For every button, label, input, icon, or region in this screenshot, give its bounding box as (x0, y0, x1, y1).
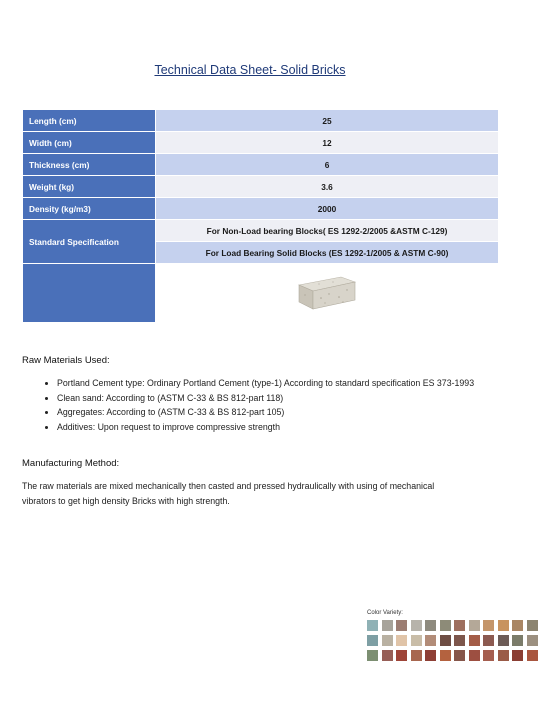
standard-label: Standard Specification (23, 220, 156, 264)
table-row (23, 132, 499, 154)
color-swatch (396, 635, 407, 646)
color-swatch (367, 650, 378, 661)
spec-table (22, 109, 499, 323)
color-swatch (396, 620, 407, 631)
row-value: 3.6 (156, 176, 499, 198)
color-swatch (411, 620, 422, 631)
row-label: Length (cm) (23, 110, 156, 132)
raw-materials-heading: Raw Materials Used: (22, 355, 110, 366)
color-swatch (440, 635, 451, 646)
row-value: 12 (156, 132, 499, 154)
color-swatch (382, 635, 393, 646)
color-swatch (498, 650, 509, 661)
color-swatch (483, 635, 494, 646)
list-item: • Aggregates: According to (ASTM C-33 & BS 812-part 105) (57, 405, 517, 420)
row-label: Thickness (cm) (23, 154, 156, 176)
color-swatch (411, 650, 422, 661)
color-swatch (367, 635, 378, 646)
standard-value: For Non-Load bearing Blocks( ES 1292-2/2005 &ASTM C-129) (156, 220, 499, 242)
color-swatch (454, 650, 465, 661)
color-swatch (396, 650, 407, 661)
table-row (23, 110, 499, 132)
color-swatch (469, 620, 480, 631)
color-swatch (425, 620, 436, 631)
manufacturing-heading: Manufacturing Method: (22, 458, 120, 469)
row-label: Weight (kg) (23, 176, 156, 198)
color-swatch (367, 620, 378, 631)
color-swatch (425, 650, 436, 661)
table-row (23, 198, 499, 220)
color-swatch (440, 650, 451, 661)
color-swatch (454, 635, 465, 646)
list-item: • Portland Cement type: Ordinary Portland Cement (type-1) According to standard specification ES 373-1993 (57, 376, 517, 391)
table-row (23, 264, 499, 323)
row-value: 6 (156, 154, 499, 176)
color-swatch (527, 635, 538, 646)
color-swatch (454, 620, 465, 631)
brick-image (295, 273, 359, 313)
row-value: 25 (156, 110, 499, 132)
manufacturing-text: The raw materials are mixed mechanically then casted and pressed hydraulically with using of mechanical vibrators to get high density Bricks with high strength. (22, 481, 435, 506)
brick-image-cell (156, 264, 499, 323)
color-variety-label: Color Variety: (367, 610, 403, 616)
image-row-label (23, 264, 156, 323)
color-swatch (425, 635, 436, 646)
color-swatch (498, 620, 509, 631)
color-swatch (440, 620, 451, 631)
table-row (23, 176, 499, 198)
list-item: • Additives: Upon request to improve compressive strength (57, 420, 517, 435)
color-swatch (512, 635, 523, 646)
table-row (23, 154, 499, 176)
page-title: Technical Data Sheet- Solid Bricks (154, 63, 346, 77)
color-swatch (382, 620, 393, 631)
color-swatch (512, 620, 523, 631)
color-swatch-grid (367, 620, 538, 661)
color-swatch (483, 650, 494, 661)
color-swatch (498, 635, 509, 646)
table-row (23, 220, 499, 242)
color-swatch (512, 650, 523, 661)
color-swatch (382, 650, 393, 661)
standard-value: For Load Bearing Solid Blocks (ES 1292-1/2005 & ASTM C-90) (156, 242, 499, 264)
color-swatch (469, 635, 480, 646)
color-swatch (527, 620, 538, 631)
color-swatch (411, 635, 422, 646)
row-label: Density (kg/m3) (23, 198, 156, 220)
list-item: • Clean sand: According to (ASTM C-33 & BS 812-part 118) (57, 391, 517, 406)
color-swatch (469, 650, 480, 661)
row-label: Width (cm) (23, 132, 156, 154)
row-value: 2000 (156, 198, 499, 220)
color-swatch (527, 650, 538, 661)
color-swatch (483, 620, 494, 631)
raw-materials-list (22, 376, 517, 434)
